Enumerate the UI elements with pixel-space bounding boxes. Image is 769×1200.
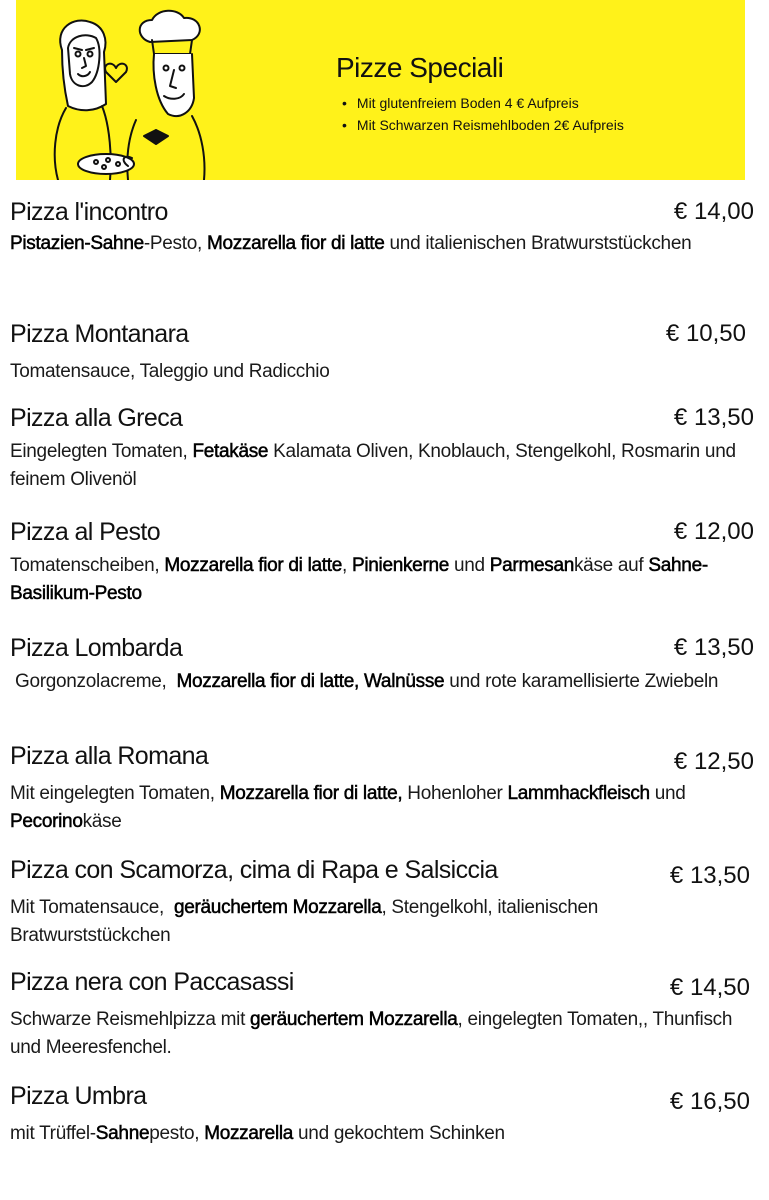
highlighted-ingredient: Parmesan [489,555,574,576]
menu-item-name: Pizza alla Romana [10,742,209,770]
highlighted-ingredient: Mozzarella fior di latte, Walnüsse [176,671,445,692]
description-text: , eingelegten Tomaten,, Thunfisch und Meeresfenchel. [10,1009,738,1058]
description-text: Gorgonzolacreme, [10,671,177,692]
description-text: Mit eingelegten Tomaten, [10,783,220,804]
description-text: mit Trüffel- [10,1123,96,1144]
menu-item-price: € 16,50 [669,1088,750,1115]
description-text: und [449,555,490,576]
menu-item-name: Pizza Montanara [10,320,189,348]
menu-item-description [10,1120,505,1148]
menu-item-description [10,552,758,608]
banner-note: • Mit Schwarzen Reismehlboden 2€ Aufpreis [342,114,624,136]
menu-item-description [10,894,758,950]
highlighted-ingredient: Pinienkerne [351,555,450,576]
description-text: und [649,783,691,804]
menu-item-description [10,780,758,836]
highlighted-ingredient: geräuchertem Mozzarella [250,1009,458,1030]
highlighted-ingredient: Mozzarella [204,1123,294,1144]
menu-item-price: € 10,50 [665,320,746,347]
highlighted-ingredient: Lammhackfleisch [507,783,650,804]
header-banner [16,0,745,180]
description-text: -Pesto, [143,233,207,254]
highlighted-ingredient: geräuchertem Mozzarella [173,897,382,918]
menu-item-name: Pizza alla Greca [10,404,183,432]
description-text: Eingelegten Tomaten, [10,441,193,462]
description-text: und italienischen Bratwurststückchen [384,233,692,254]
description-text: Mit Tomatensauce, [10,897,174,918]
highlighted-ingredient: Sahne [95,1123,150,1144]
menu-item-description [10,438,758,494]
description-text: käse auf [573,555,649,576]
highlighted-ingredient: Pecorino [10,811,83,832]
menu-item-name: Pizza l'incontro [10,198,168,226]
description-text: Schwarze Reismehlpizza mit [10,1009,251,1030]
description-text: Hohenloher [402,783,508,804]
description-text: Tomatensauce, Taleggio und Radicchio [10,361,330,382]
menu-item-name: Pizza nera con Paccasassi [10,968,294,996]
menu-item-price: € 14,00 [673,198,754,225]
menu-item-name: Pizza Umbra [10,1082,147,1110]
description-text: und rote karamellisierte Zwiebeln [444,671,719,692]
menu-item-price: € 13,50 [669,862,750,889]
description-text: , Stengelkohl, italienischen Bratwurststückchen [10,897,604,946]
highlighted-ingredient: Mozzarella fior di latte, [219,783,403,804]
banner-notes-list [342,92,624,136]
menu-item-description [10,358,329,386]
section-title: Pizze Speciali [336,52,504,83]
menu-item-price: € 12,00 [673,518,754,545]
menu-item-price: € 12,50 [673,748,754,775]
menu-item-description [10,230,691,258]
description-text: und gekochtem Schinken [293,1123,505,1144]
description-text: , [342,555,352,576]
menu-item-price: € 13,50 [673,634,754,661]
description-text: Kalamata Oliven, Knoblauch, Stengelkohl, Rosmarin und feinem Olivenöl [10,441,741,490]
highlighted-ingredient: Pistazien-Sahne [10,233,144,254]
banner-note: • Mit glutenfreiem Boden 4 € Aufpreis [342,92,624,114]
menu-item-name: Pizza con Scamorza, cima di Rapa e Salsiccia [10,856,498,884]
description-text: käse [82,811,122,832]
menu-item-description [10,668,718,696]
menu-item-description [10,1006,758,1062]
highlighted-ingredient: Fetakäse [192,441,269,462]
couple-with-chef-illustration [24,8,224,180]
description-text: Tomatenscheiben, [10,555,165,576]
menu-item-name: Pizza al Pesto [10,518,161,546]
menu-item-name: Pizza Lombarda [10,634,183,662]
highlighted-ingredient: Mozzarella fior di latte [164,555,342,576]
menu-item-price: € 14,50 [669,974,750,1001]
menu-item-price: € 13,50 [673,404,754,431]
highlighted-ingredient: Sahne-Basilikum-Pesto [10,555,708,604]
highlighted-ingredient: Mozzarella fior di latte [206,233,385,254]
description-text: pesto, [149,1123,205,1144]
